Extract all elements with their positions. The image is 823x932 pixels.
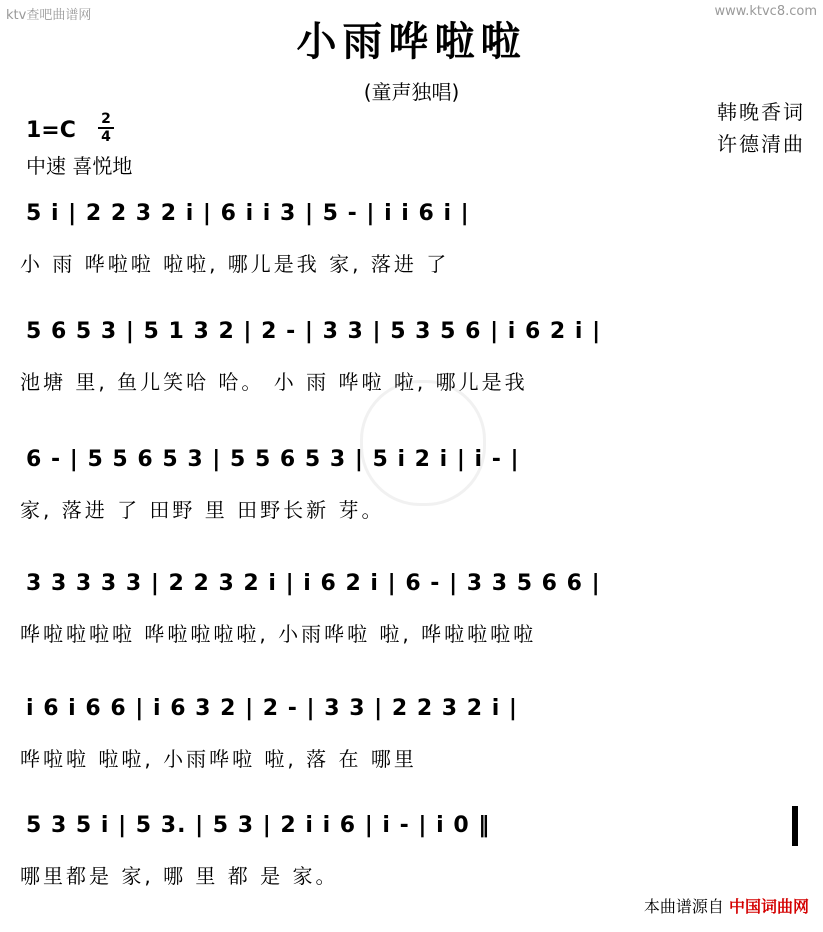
tempo-marking: 中速 喜悦地 <box>26 154 133 178</box>
score-row-5 <box>0 695 823 815</box>
notation-line: 3 3 3 3 3 | 2 2 3 2 i | i 6 2 i | 6 - | 3 3 5 6 6 | <box>26 571 601 596</box>
lyrics-line: 家, 落进 了 田野 里 田野长新 芽。 <box>20 498 385 522</box>
composer-credit: 许德清曲 <box>717 132 805 156</box>
song-title: 小雨哗啦啦 <box>296 19 527 65</box>
song-subtitle: (童声独唱) <box>363 80 460 104</box>
lyrics-line: 哗啦啦啦啦 哗啦啦啦啦, 小雨哗啦 啦, 哗啦啦啦啦 <box>20 622 537 646</box>
notation-line: 5 3 5 i | 5 3. | 5 3 | 2 i i 6 | i - | i 0 ‖ <box>26 813 491 838</box>
time-signature-top: 2 <box>101 111 111 127</box>
time-signature-bottom: 4 <box>101 129 111 145</box>
lyricist-credit: 韩晚香词 <box>717 100 805 124</box>
score-row-3 <box>0 446 823 566</box>
score-row-2 <box>0 318 823 438</box>
lyrics-line: 小 雨 哗啦啦 啦啦, 哪儿是我 家, 落进 了 <box>20 252 450 276</box>
lyrics-line: 池塘 里, 鱼儿笑哈 哈。 小 雨 哗啦 啦, 哪儿是我 <box>20 370 528 394</box>
watermark-right: www.ktvc8.com <box>714 4 817 19</box>
score-row-1 <box>0 200 823 320</box>
final-barline <box>792 806 798 846</box>
time-signature <box>98 112 114 144</box>
key-signature: 1=C <box>26 118 76 143</box>
notation-line: 6 - | 5 5 6 5 3 | 5 5 6 5 3 | 5 i 2 i | i - | <box>26 447 520 472</box>
footer-source: 本曲谱源自 <box>643 897 724 916</box>
score-row-4 <box>0 570 823 690</box>
lyrics-line: 哗啦啦 啦啦, 小雨哗啦 啦, 落 在 哪里 <box>20 747 417 771</box>
notation-line: 5 6 5 3 | 5 1 3 2 | 2 - | 3 3 | 5 3 5 6 | i 6 2 i | <box>26 319 602 344</box>
source-footer <box>644 894 809 917</box>
notation-line: i 6 i 6 6 | i 6 3 2 | 2 - | 3 3 | 2 2 3 2 i | <box>26 696 518 721</box>
notation-line: 5 i | 2 2 3 2 i | 6 i i 3 | 5 - | i i 6 i | <box>26 201 470 226</box>
footer-brand: 中国词曲网 <box>728 897 809 916</box>
lyrics-line: 哪里都是 家, 哪 里 都 是 家。 <box>20 864 339 888</box>
watermark-left: ktv查吧曲谱网 <box>6 8 92 23</box>
